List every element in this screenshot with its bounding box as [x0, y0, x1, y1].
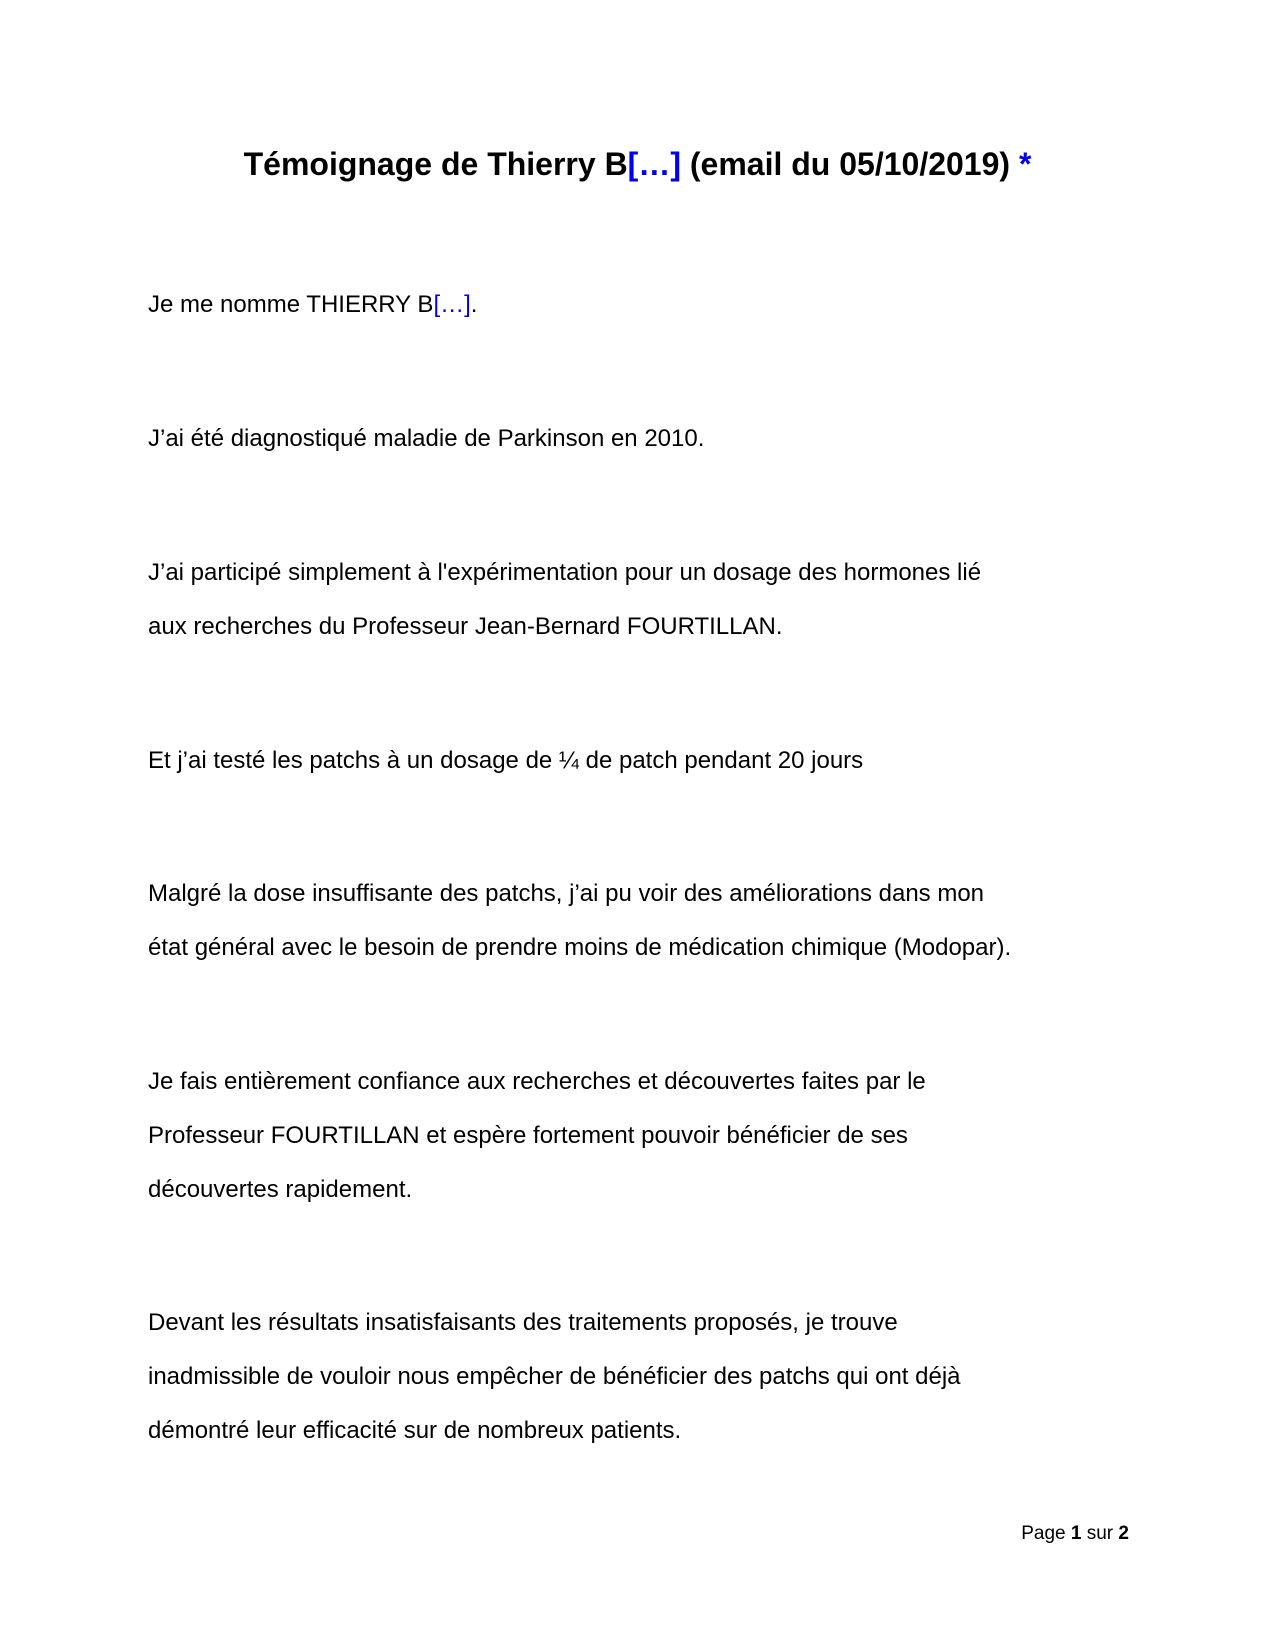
paragraph-line [148, 278, 1138, 332]
title-prefix: Témoignage de Thierry B [243, 146, 628, 182]
title-asterisk: * [1018, 146, 1032, 182]
paragraph-confidence [148, 1055, 1138, 1217]
paragraph-improvements [148, 867, 1138, 975]
intro-text: Je me nomme THIERRY B [148, 291, 434, 318]
title-redaction: […] [627, 146, 681, 182]
title-middle: (email du 05/10/2019) [680, 146, 1019, 182]
paragraph-line: démontré leur efficacité sur de nombreux patients. [148, 1417, 682, 1444]
paragraph-conclusion [148, 1296, 1138, 1458]
paragraph-patch-test [148, 734, 1138, 788]
paragraph-line: aux recherches du Professeur Jean-Bernard FOURTILLAN. [148, 613, 783, 640]
paragraph-line: Professeur FOURTILLAN et espère fortement pouvoir bénéficier de ses [148, 1122, 908, 1149]
paragraph-line: Je fais entièrement confiance aux recherches et découvertes faites par le [148, 1068, 926, 1095]
paragraph-line: découvertes rapidement. [148, 1176, 413, 1203]
intro-redaction: […] [433, 291, 471, 318]
footer-total-pages: 2 [1118, 1523, 1129, 1544]
page-number-footer [1021, 1521, 1129, 1547]
paragraph-line: Malgré la dose insuffisante des patchs, j’ai pu voir des améliorations dans mon [148, 880, 985, 907]
paragraph-participation [148, 546, 1138, 654]
paragraph-line: Et j’ai testé les patchs à un dosage de ¼ de patch pendant 20 jours [148, 747, 864, 774]
paragraph-line: inadmissible de vouloir nous empêcher de bénéficier des patchs qui ont déjà [148, 1363, 961, 1390]
paragraph-line: J’ai participé simplement à l'expérimentation pour un dosage des hormones lié [148, 559, 982, 586]
paragraph-line: Devant les résultats insatisfaisants des traitements proposés, je trouve [148, 1309, 898, 1336]
footer-of-word: sur [1086, 1523, 1114, 1544]
document-title [0, 144, 1275, 184]
footer-current-page: 1 [1070, 1523, 1082, 1544]
footer-page-word: Page [1021, 1523, 1066, 1544]
paragraph-intro [148, 278, 1138, 332]
paragraph-diagnosis [148, 412, 1138, 466]
intro-suffix: . [470, 291, 478, 318]
paragraph-line: état général avec le besoin de prendre moins de médication chimique (Modopar). [148, 934, 1012, 961]
paragraph-line: J’ai été diagnostiqué maladie de Parkinson en 2010. [148, 425, 705, 452]
